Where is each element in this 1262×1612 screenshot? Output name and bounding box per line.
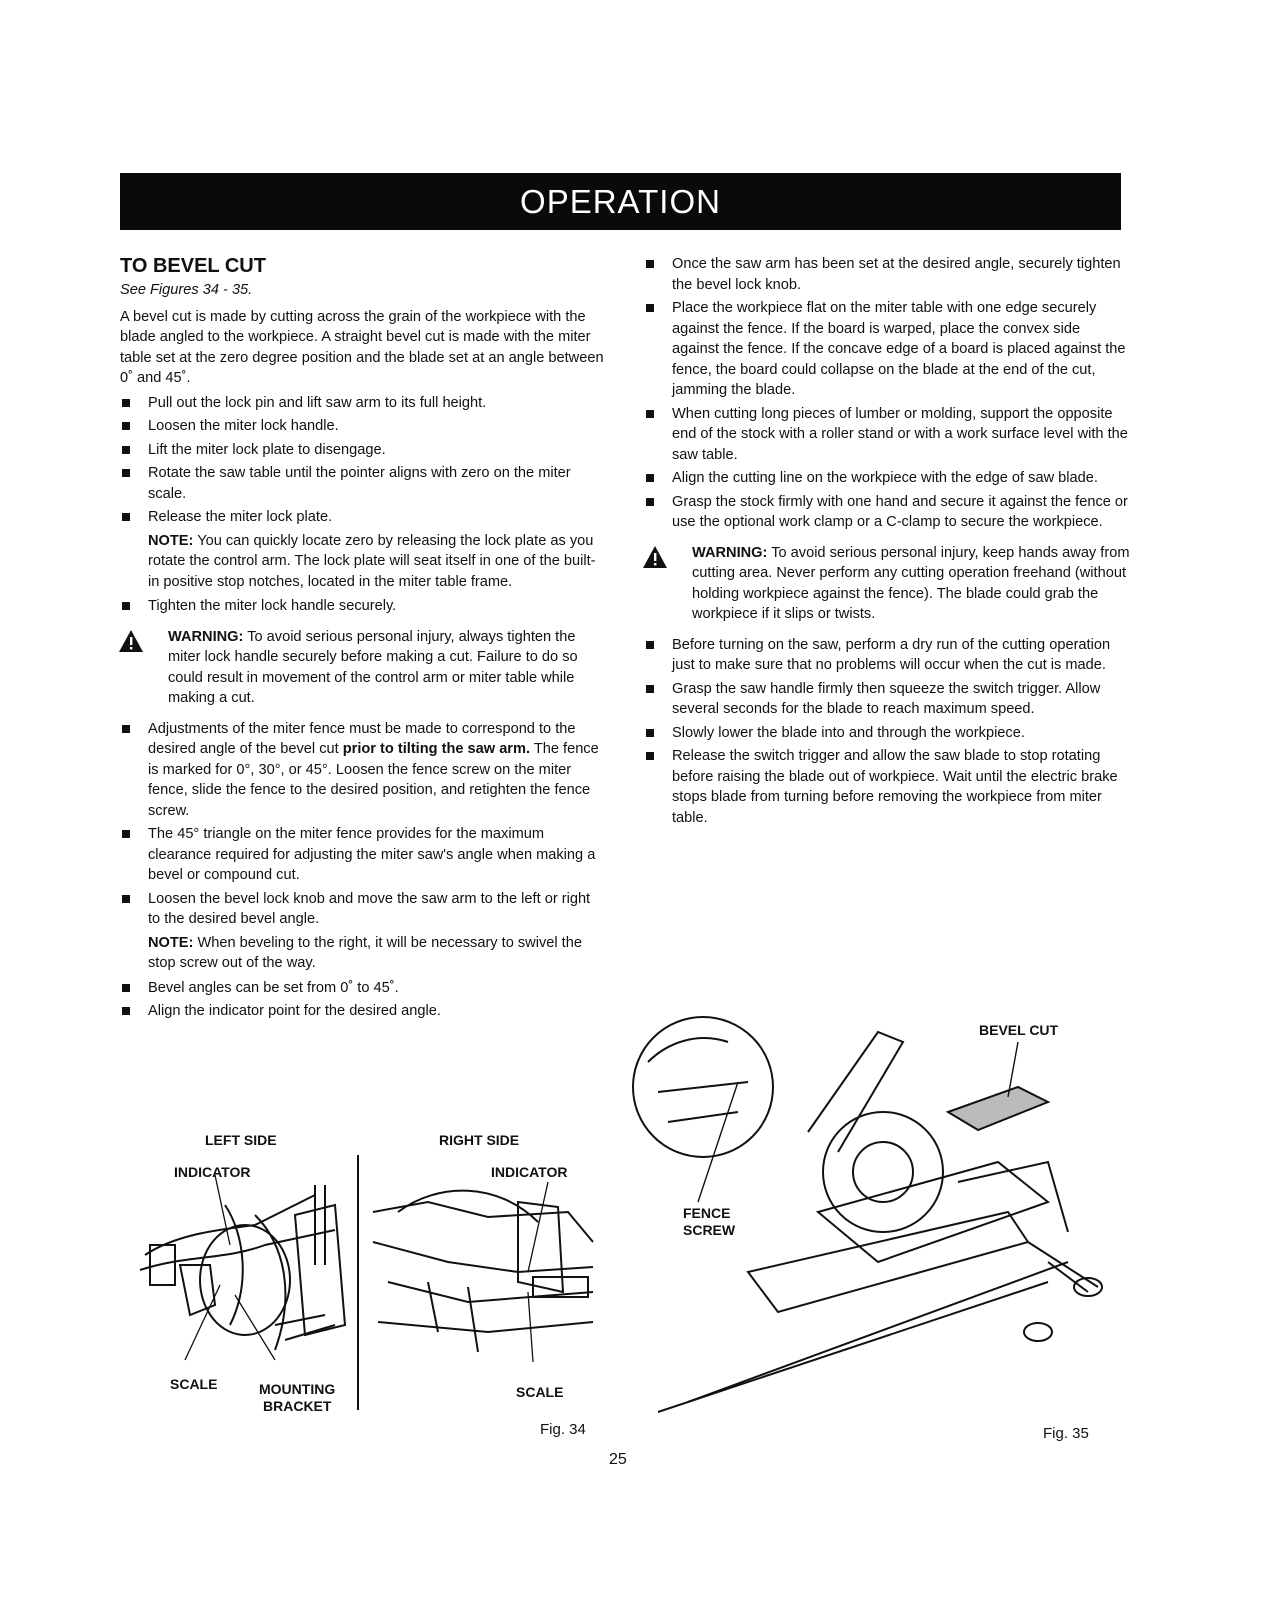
bullet-icon: [646, 752, 654, 760]
bullet-icon: [646, 410, 654, 418]
section-title: TO BEVEL CUT: [120, 255, 266, 277]
bullet-icon: [646, 474, 654, 482]
list-item: Pull out the lock pin and lift saw arm to its full height.: [116, 393, 606, 414]
list-item: Place the workpiece flat on the miter table with one edge securely against the fence. If the board is warped, place the convex side against the fence. If the concave edge of a board is placed against the fence, the board could collapse on the blade at the end of the cut, jamming the blade.: [640, 298, 1130, 401]
list-item: The 45° triangle on the miter fence provides for the maximum clearance required for adjusting the miter saw's angle when making a bevel or compound cut.: [116, 824, 606, 886]
figure-reference: See Figures 34 - 35.: [120, 282, 253, 298]
bullet-icon: [122, 830, 130, 838]
fig34-caption: Fig. 34: [540, 1421, 586, 1438]
warning-block: WARNING: To avoid serious personal injury, keep hands away from cutting area. Never perform any cutting operation freehand (without holding workpiece against the fence). The blade could grab the workpiece if it slips or twists.: [640, 543, 1130, 625]
bullet-icon: [646, 641, 654, 649]
list-item: Align the cutting line on the workpiece with the edge of saw blade.: [640, 468, 1130, 489]
list-item: When cutting long pieces of lumber or molding, support the opposite end of the stock with a roller stand or with a work surface level with the saw table.: [640, 404, 1130, 466]
fig35-caption: Fig. 35: [1043, 1425, 1089, 1442]
right-column: [640, 254, 1130, 831]
section-banner: OPERATION: [120, 173, 1121, 230]
bullet-icon: [122, 1007, 130, 1015]
bullet-icon: [122, 446, 130, 454]
list-item: Rotate the saw table until the pointer aligns with zero on the miter scale.: [116, 463, 606, 504]
fig35-fence-label: FENCE: [683, 1205, 731, 1221]
bullet-icon: [122, 422, 130, 430]
note-paragraph: NOTE: When beveling to the right, it will be necessary to swivel the stop screw out of the way.: [148, 934, 582, 971]
intro-paragraph: A bevel cut is made by cutting across the grain of the workpiece with the blade angled to the workpiece. A straight bevel cut is made with the miter table set at the zero degree position and the blade set at an angle between 0˚ and 45˚.: [120, 308, 604, 386]
fig34-indicator-left-label: INDICATOR: [174, 1164, 251, 1180]
list-item: Slowly lower the blade into and through the workpiece.: [640, 723, 1130, 744]
list-item: Release the miter lock plate.: [116, 507, 606, 528]
list-item: Once the saw arm has been set at the desired angle, securely tighten the bevel lock knob.: [640, 254, 1130, 295]
fig34-right-side-illustration: [368, 1182, 596, 1367]
fig34-bracket-label: BRACKET: [263, 1398, 332, 1414]
fig34-scale-left-label: SCALE: [170, 1376, 218, 1392]
list-item: Bevel angles can be set from 0˚ to 45˚.: [116, 978, 606, 999]
warning-triangle-icon: [642, 545, 668, 569]
list-item: Grasp the saw handle firmly then squeeze the switch trigger. Allow several seconds for the blade to reach maximum speed.: [640, 679, 1130, 720]
fig35-bevel-cut-label: BEVEL CUT: [979, 1022, 1059, 1038]
fig34-mounting-label: MOUNTING: [259, 1381, 336, 1397]
fig35-screw-label: SCREW: [683, 1222, 736, 1238]
fig34-left-side-label: LEFT SIDE: [205, 1132, 277, 1148]
list-item: Loosen the bevel lock knob and move the saw arm to the left or right to the desired bevel angle.: [116, 889, 606, 930]
list-item: Adjustments of the miter fence must be made to correspond to the desired angle of the bevel cut prior to tilting the saw arm. The fence is marked for 0°, 30°, or 45°. Loosen the fence screw on the miter fence, slide the fence to the desired position, and retighten the fence screw.: [116, 719, 606, 822]
bullet-icon: [122, 469, 130, 477]
warning-block: WARNING: To avoid serious personal injury, always tighten the miter lock handle securely before making a cut. Failure to do so could result in movement of the control arm or miter table while making a cut.: [116, 627, 606, 709]
bullet-icon: [122, 984, 130, 992]
list-item: Align the indicator point for the desired angle.: [116, 1001, 606, 1022]
fig34-divider: [357, 1155, 359, 1410]
fig34-right-side-label: RIGHT SIDE: [439, 1132, 520, 1148]
bullet-icon: [646, 685, 654, 693]
bullet-icon: [122, 513, 130, 521]
bullet-icon: [122, 895, 130, 903]
list-item: Release the switch trigger and allow the saw blade to stop rotating before raising the blade out of workpiece. Wait until the electric brake stops blade from turning before removing the workpiece from miter table.: [640, 746, 1130, 828]
note-paragraph: NOTE: You can quickly locate zero by releasing the lock plate as you rotate the control arm. The lock plate will seat itself in one of the built-in positive stop notches, located in the miter table frame.: [148, 532, 596, 590]
list-item: Tighten the miter lock handle securely.: [116, 596, 606, 617]
list-item: Before turning on the saw, perform a dry run of the cutting operation just to make sure that no problems will occur when the cut is made.: [640, 635, 1130, 676]
fig34-scale-right-label: SCALE: [516, 1384, 564, 1400]
list-item: Loosen the miter lock handle.: [116, 416, 606, 437]
bullet-icon: [122, 725, 130, 733]
bullet-icon: [646, 498, 654, 506]
bullet-icon: [646, 729, 654, 737]
bullet-icon: [122, 602, 130, 610]
fig34-indicator-right-label: INDICATOR: [491, 1164, 568, 1180]
bullet-icon: [122, 399, 130, 407]
bullet-icon: [646, 260, 654, 268]
fig34-left-side-illustration: [135, 1175, 350, 1370]
bullet-icon: [646, 304, 654, 312]
left-column: [116, 254, 606, 1025]
warning-triangle-icon: [118, 629, 144, 653]
list-item: Lift the miter lock plate to disengage.: [116, 440, 606, 461]
list-item: Grasp the stock firmly with one hand and secure it against the fence or use the optional work clamp or a C-clamp to secure the workpiece.: [640, 492, 1130, 533]
page-number: 25: [609, 1451, 627, 1468]
